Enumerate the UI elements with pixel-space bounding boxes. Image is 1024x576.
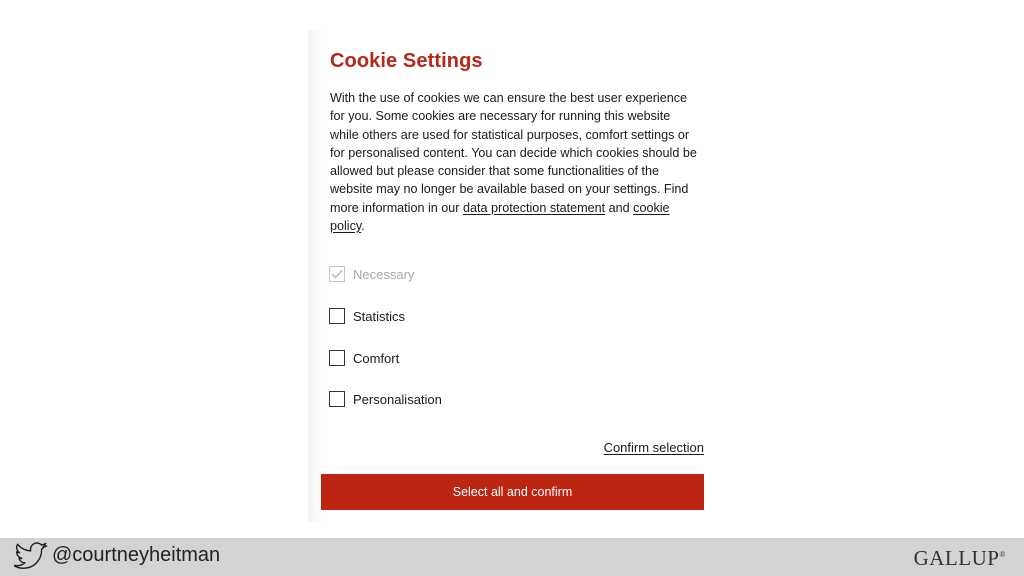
twitter-handle: @courtneyheitman [52, 544, 221, 566]
gallup-logo [914, 546, 1006, 571]
necessary-checkbox [329, 266, 345, 282]
comfort-label[interactable]: Comfort [353, 350, 400, 366]
description-text: With the use of cookies we can ensure the best user experience for you. Some cookies are necessary for running this website while others are used for statistical purposes, comfort settings or for personalised content. You can decide which cookies should be allowed but please consider that some functionalities of the website may no longer be available based on your settings. Find more information in our [330, 91, 697, 215]
confirm-selection-link[interactable]: Confirm selection [603, 440, 704, 455]
option-comfort[interactable] [329, 348, 399, 368]
option-personalisation[interactable] [329, 389, 442, 409]
cookie-settings-dialog [322, 30, 706, 522]
data-protection-link[interactable]: data protection statement [463, 200, 606, 215]
description-end-text: . [361, 219, 365, 234]
checkmark-icon [331, 269, 343, 279]
dialog-title: Cookie Settings [330, 50, 483, 72]
select-all-button[interactable]: Select all and confirm [321, 474, 704, 510]
dialog-shadow-edge [308, 30, 322, 522]
registered-mark: ® [999, 550, 1006, 559]
dialog-description [330, 89, 700, 235]
personalisation-label[interactable]: Personalisation [353, 391, 442, 407]
necessary-label: Necessary [353, 266, 415, 282]
twitter-bird-icon [14, 542, 48, 572]
cookie-policy-link[interactable]: cookie policy [330, 200, 670, 234]
option-necessary [329, 264, 414, 284]
statistics-checkbox[interactable] [329, 308, 345, 324]
logo-text: GALLUP [913, 546, 1000, 570]
personalisation-checkbox[interactable] [329, 391, 345, 407]
comfort-checkbox[interactable] [329, 350, 345, 366]
description-and-text: and [605, 200, 634, 215]
presentation-footer [0, 538, 1024, 576]
option-statistics[interactable] [329, 306, 405, 326]
statistics-label[interactable]: Statistics [353, 308, 406, 324]
